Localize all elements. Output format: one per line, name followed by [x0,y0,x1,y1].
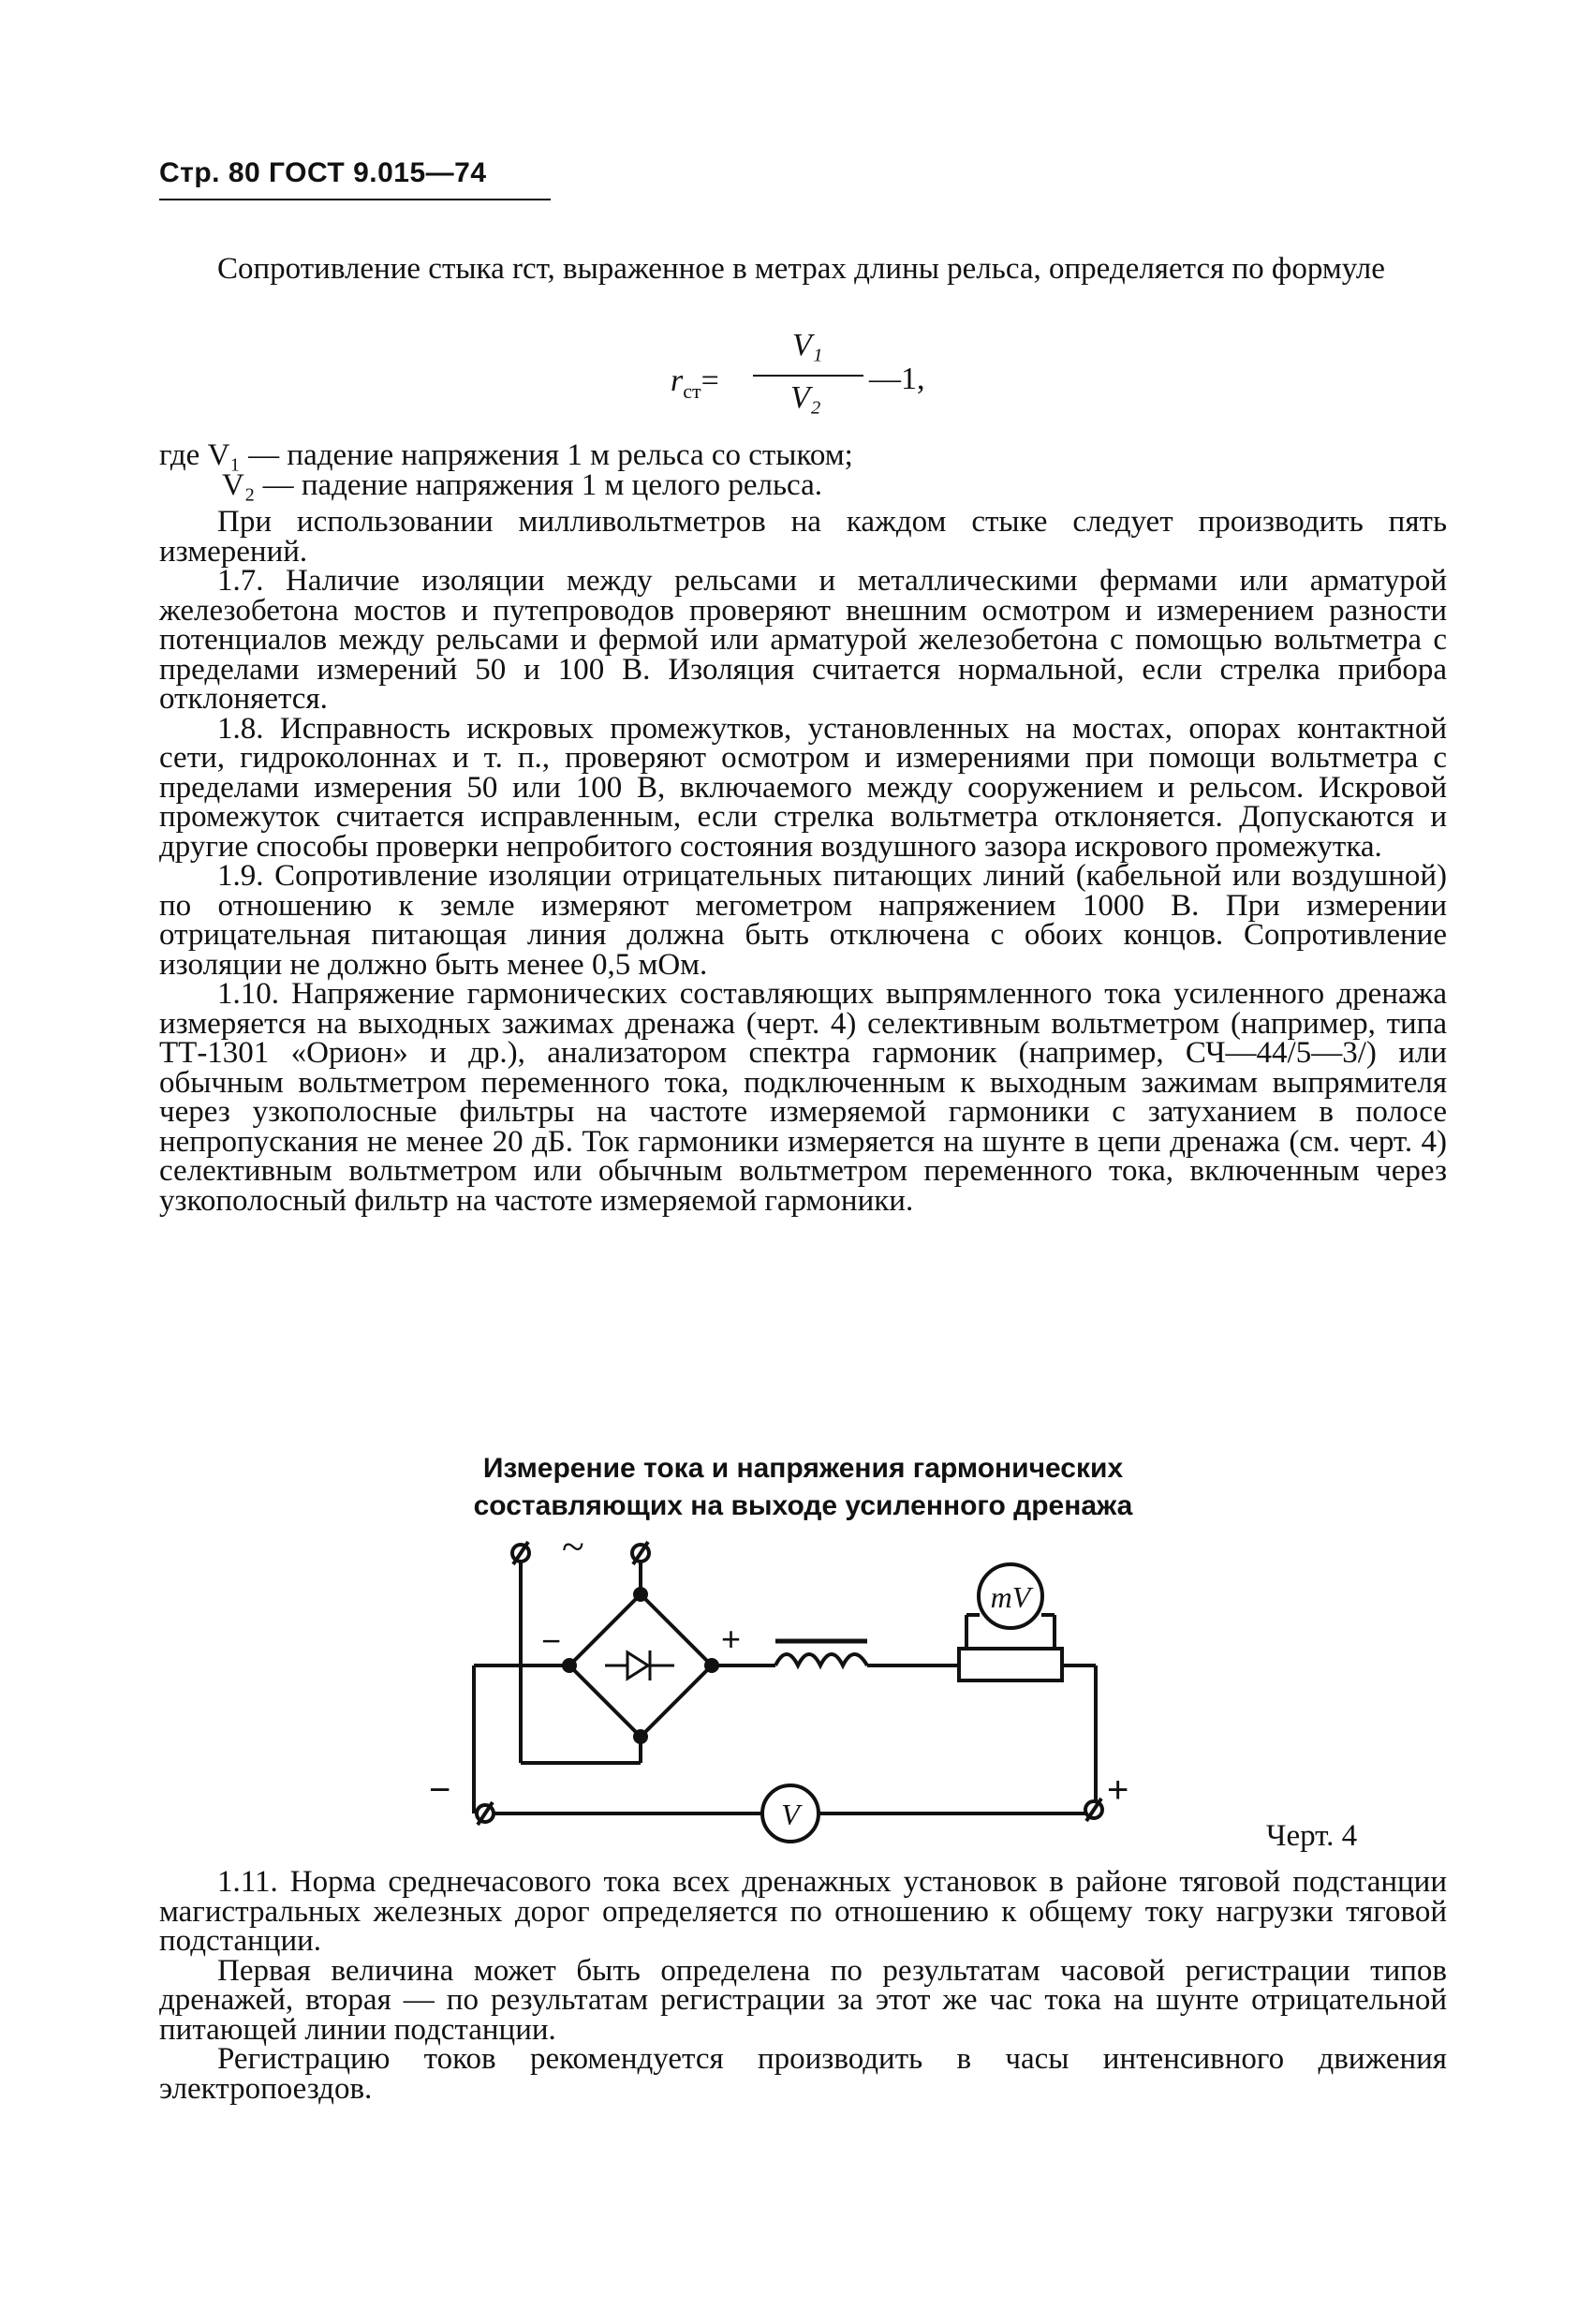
figure-title-line-2: составляющих на выходе усиленного дренажа [473,1490,1133,1521]
fraction-bar [753,375,863,377]
where-line-1: где V₁ — падение напряжения 1 м рельса со стыком; [159,438,853,472]
svg-text:mV: mV [990,1580,1031,1614]
ac-terminal-right [632,1542,649,1564]
rectifier-bridge [564,1589,717,1742]
millivoltmeter-icon [979,1564,1042,1628]
intro-paragraph: Сопротивление стыка rст, выраженное в метрах длины рельса, определяется по формуле [217,252,1385,286]
circuit-diagram [393,1536,1180,1855]
figure-title [159,1450,1447,1525]
ac-symbol: ~ [562,1536,584,1570]
paragraph-1-10: 1.10. Напряжение гармонических составляющих выпрямленного тока усиленного дренажа измеряется на выходных зажимах дренажа (черт. 4) селективным вольтметром (например, типа ТТ-1301 «Орион» и др.), анализатором спектра гармоник (например, СЧ—44/5—3/) или обычным вольтметром переменного тока, подключенным к выходным зажимам выпрямителя через узкополосные фильтры на частоте измеряемой гармоники с затуханием в полосе непропускания не менее 20 дБ. Ток гармоники измеряется на шунте в цепи дренажа (см. черт. 4) селективным вольтметром или обычным вольтметром переменного тока, включенным через узкополосный фильтр на частоте измеряемой гармоники. [159,977,1447,1218]
paragraph-1-11: 1.11. Норма среднечасового тока всех дренажных установок в районе тяговой подстанции магистральных железных дорог определяется по отношению к общему току нагрузки тяговой подстанции. [159,1865,1447,1958]
figure-title-line-1: Измерение тока и напряжения гармонических [482,1453,1124,1484]
inductor-icon [775,1641,867,1665]
paragraph-registration: Регистрацию токов рекомендуется производить в часы интенсивного движения электропоездов. [159,2042,1447,2106]
figure-caption: Черт. 4 [1266,1819,1358,1853]
ac-terminal-left [512,1542,529,1564]
shunt-resistor [959,1649,1062,1680]
output-terminal-minus [477,1802,494,1825]
paragraph-1-8: 1.8. Исправность искровых промежутков, установленных на мостах, опорах контактной сети, гидроколоннах и т. п., проверяют осмотром и измерениями при помощи вольтметра с пределами измерения 50 или 100 В, включаемого между сооружением и рельсом. Искровой промежуток считается исправленным, если стрелка вольтметра отклоняется. Допускаются и другие способы проверки непробитого состояния воздушного зазора искрового промежутка. [159,711,1447,864]
diode-icon [605,1650,674,1680]
formula-lhs: $r_{ст}=$ [671,363,719,403]
body-block [159,505,1447,1218]
svg-text:V: V [781,1798,800,1831]
output-minus-label: − [429,1769,451,1811]
header-rule [159,199,551,200]
closing-block [159,1865,1447,2106]
formula-denominator: V₂ [790,380,821,415]
page-header: Стр. 80 ГОСТ 9.015—74 [159,157,487,188]
bridge-plus-label: + [721,1620,742,1658]
output-plus-label: + [1107,1769,1129,1811]
bridge-minus-label: − [541,1621,562,1660]
formula-numerator: V₁ [792,328,823,363]
intro-block [159,252,1447,286]
formula-rest: —1, [869,362,925,396]
output-terminal-plus [1085,1799,1102,1821]
formula [671,328,951,431]
where-block [159,440,853,500]
voltmeter-icon [762,1785,819,1842]
paragraph-1-7: 1.7. Наличие изоляции между рельсами и металлическими фермами или арматурой железобетона мостов и путепроводов проверяют внешним осмотром и измерением разности потенциалов между рельсами и фермой или арматурой железобетона с помощью вольтметра с пределами измерений 50 и 100 В. Изоляция считается нормальной, если стрелка прибора отклоняется. [159,564,1447,716]
paragraph-1-9: 1.9. Сопротивление изоляции отрицательных питающих линий (кабельной или воздушной) по отношению к земле измеряют мегометром напряжением 1000 В. При измерении отрицательная питающая линия должна быть отключена с обоих концов. Сопротивление изоляции не должно быть менее 0,5 мОм. [159,859,1447,982]
where-line-2: V₂ — падение напряжения 1 м целого рельса. [222,468,823,502]
paragraph-first-value: Первая величина может быть определена по результатам часовой регистрации типов дренажей, вторая — по результатам регистрации за этот же час тока на шунте отрицательной питающей линии подстанции. [159,1953,1447,2047]
paragraph-millivolt: При использовании милливольтметров на каждом стыке следует производить пять измерений. [159,505,1447,569]
